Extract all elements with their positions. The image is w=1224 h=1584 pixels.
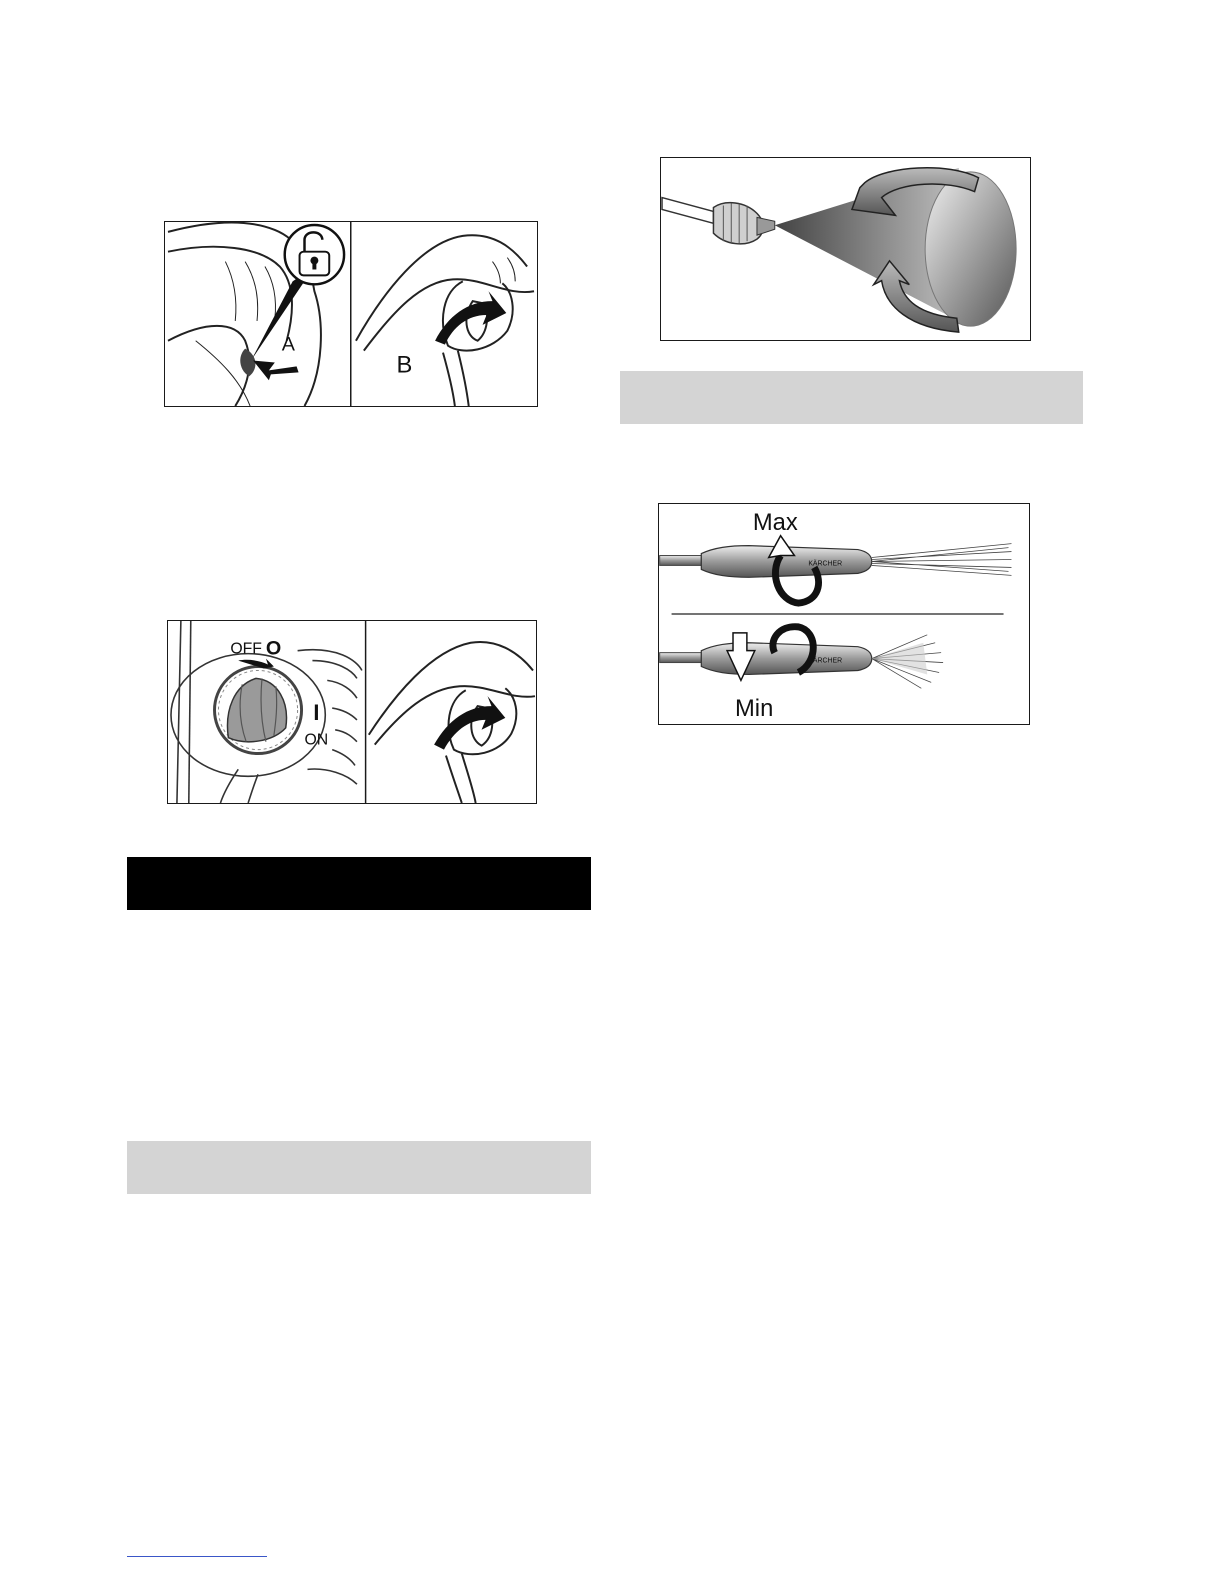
- brand-mark-bottom: KÄRCHER: [808, 657, 843, 665]
- rotary-nozzle-illustration: [661, 158, 1030, 340]
- figure-main-switch: [167, 620, 537, 804]
- pressure-illustration: [659, 504, 1029, 724]
- push-arrow-icon: [253, 360, 299, 380]
- section-subheading-bar-right: [620, 371, 1083, 424]
- lance-min: [660, 635, 943, 689]
- spray-disc: [925, 172, 1016, 326]
- footer-rule: [127, 1556, 267, 1557]
- figure-trigger-safety-lock: [164, 221, 538, 407]
- on-symbol: I: [313, 699, 320, 725]
- lance-max: [660, 544, 1012, 578]
- min-label: Min: [734, 695, 774, 723]
- figure-rotary-nozzle: [660, 157, 1031, 341]
- off-label: OFF: [230, 640, 262, 658]
- rotary-knob: [228, 678, 287, 741]
- gun-trigger-drawing: [356, 235, 534, 406]
- label-b: B: [396, 352, 413, 379]
- figure-pressure-regulation: [658, 503, 1030, 725]
- max-label: Max: [752, 508, 798, 536]
- section-heading-bar-dark: [127, 857, 591, 910]
- label-a: A: [281, 333, 295, 356]
- panel-divider: [350, 222, 351, 406]
- trigger-lock-illustration: [165, 222, 537, 406]
- switch-illustration: [168, 621, 536, 803]
- lance-drawing: [662, 198, 775, 244]
- on-label: ON: [304, 731, 329, 749]
- pull-arrow-icon: [434, 696, 505, 749]
- brand-mark-top: KÄRCHER: [808, 560, 843, 568]
- panel-divider: [365, 621, 366, 803]
- off-symbol: O: [265, 637, 282, 660]
- section-subheading-bar: [127, 1141, 591, 1194]
- lock-button: [240, 349, 255, 377]
